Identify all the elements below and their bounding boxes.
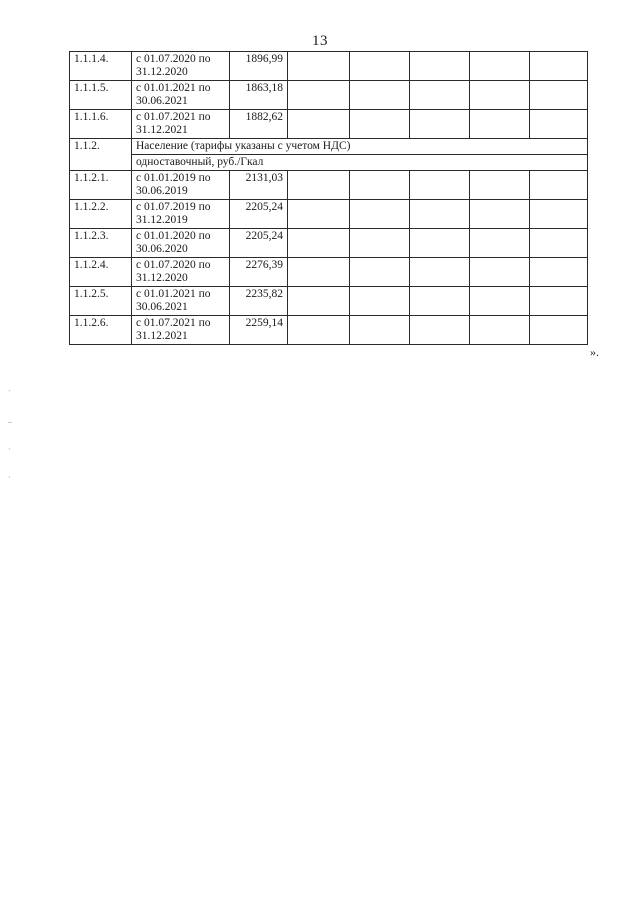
empty-cell [350,287,410,316]
empty-cell [530,200,588,229]
tariff-table [69,51,588,345]
period-cell: с 01.01.2020 по 30.06.2020 [132,229,230,258]
empty-cell [350,200,410,229]
row-number: 1.1.2.2. [70,200,132,229]
empty-cell [530,110,588,139]
group-header-row [70,155,588,171]
empty-cell [288,110,350,139]
row-number: 1.1.2.6. [70,316,132,345]
empty-cell [350,258,410,287]
table-row [70,110,588,139]
table-row [70,316,588,345]
empty-cell [410,229,470,258]
tariff-value: 2235,82 [230,287,288,316]
tariff-value: 1896,99 [230,52,288,81]
empty-cell [470,171,530,200]
empty-cell [410,316,470,345]
empty-cell [530,52,588,81]
row-number: 1.1.1.5. [70,81,132,110]
row-number: 1.1.2.1. [70,171,132,200]
empty-cell [350,110,410,139]
page-number: 13 [312,33,328,49]
empty-cell [410,287,470,316]
empty-cell [470,316,530,345]
empty-cell [530,287,588,316]
scan-speck: · [8,473,11,482]
empty-cell [470,81,530,110]
empty-cell [530,171,588,200]
period-cell: с 01.07.2019 по 31.12.2019 [132,200,230,229]
period-cell: с 01.01.2019 по 30.06.2019 [132,171,230,200]
tariff-value: 2205,24 [230,229,288,258]
empty-cell [470,110,530,139]
group-header-row [70,139,588,155]
scan-speck: – [8,417,12,426]
group-title-line1: Население (тарифы указаны с учетом НДС) [132,139,588,155]
scan-specks [8,380,12,492]
group-number: 1.1.2. [70,139,132,171]
empty-cell [288,52,350,81]
empty-cell [350,316,410,345]
empty-cell [350,229,410,258]
empty-cell [470,52,530,81]
empty-cell [288,258,350,287]
empty-cell [530,258,588,287]
empty-cell [410,110,470,139]
table-row [70,287,588,316]
table-row [70,81,588,110]
empty-cell [530,316,588,345]
tariff-value: 2259,14 [230,316,288,345]
empty-cell [470,287,530,316]
empty-cell [530,81,588,110]
period-cell: с 01.07.2020 по 31.12.2020 [132,258,230,287]
empty-cell [410,258,470,287]
empty-cell [410,81,470,110]
empty-cell [288,81,350,110]
empty-cell [350,81,410,110]
empty-cell [470,200,530,229]
period-cell: с 01.07.2020 по 31.12.2020 [132,52,230,81]
table-row [70,52,588,81]
period-cell: с 01.01.2021 по 30.06.2021 [132,287,230,316]
empty-cell [350,52,410,81]
tariff-value: 2276,39 [230,258,288,287]
empty-cell [288,200,350,229]
empty-cell [288,287,350,316]
empty-cell [530,229,588,258]
empty-cell [470,229,530,258]
row-number: 1.1.2.4. [70,258,132,287]
period-cell: с 01.07.2021 по 31.12.2021 [132,316,230,345]
empty-cell [470,258,530,287]
tariff-value: 1882,62 [230,110,288,139]
empty-cell [410,200,470,229]
empty-cell [350,171,410,200]
row-number: 1.1.2.5. [70,287,132,316]
tariff-value: 1863,18 [230,81,288,110]
table-row [70,200,588,229]
row-number: 1.1.1.4. [70,52,132,81]
table-row [70,258,588,287]
period-cell: с 01.01.2021 по 30.06.2021 [132,81,230,110]
empty-cell [410,171,470,200]
empty-cell [288,316,350,345]
tariff-value: 2205,24 [230,200,288,229]
row-number: 1.1.2.3. [70,229,132,258]
table-row [70,171,588,200]
group-title-line2: одноставочный, руб./Гкал [132,155,588,171]
empty-cell [288,229,350,258]
closing-quote-mark: ». [590,345,599,359]
scan-speck: ´ [8,389,11,398]
row-number: 1.1.1.6. [70,110,132,139]
scan-speck: · [8,445,11,454]
empty-cell [288,171,350,200]
empty-cell [410,52,470,81]
period-cell: с 01.07.2021 по 31.12.2021 [132,110,230,139]
tariff-value: 2131,03 [230,171,288,200]
table-row [70,229,588,258]
